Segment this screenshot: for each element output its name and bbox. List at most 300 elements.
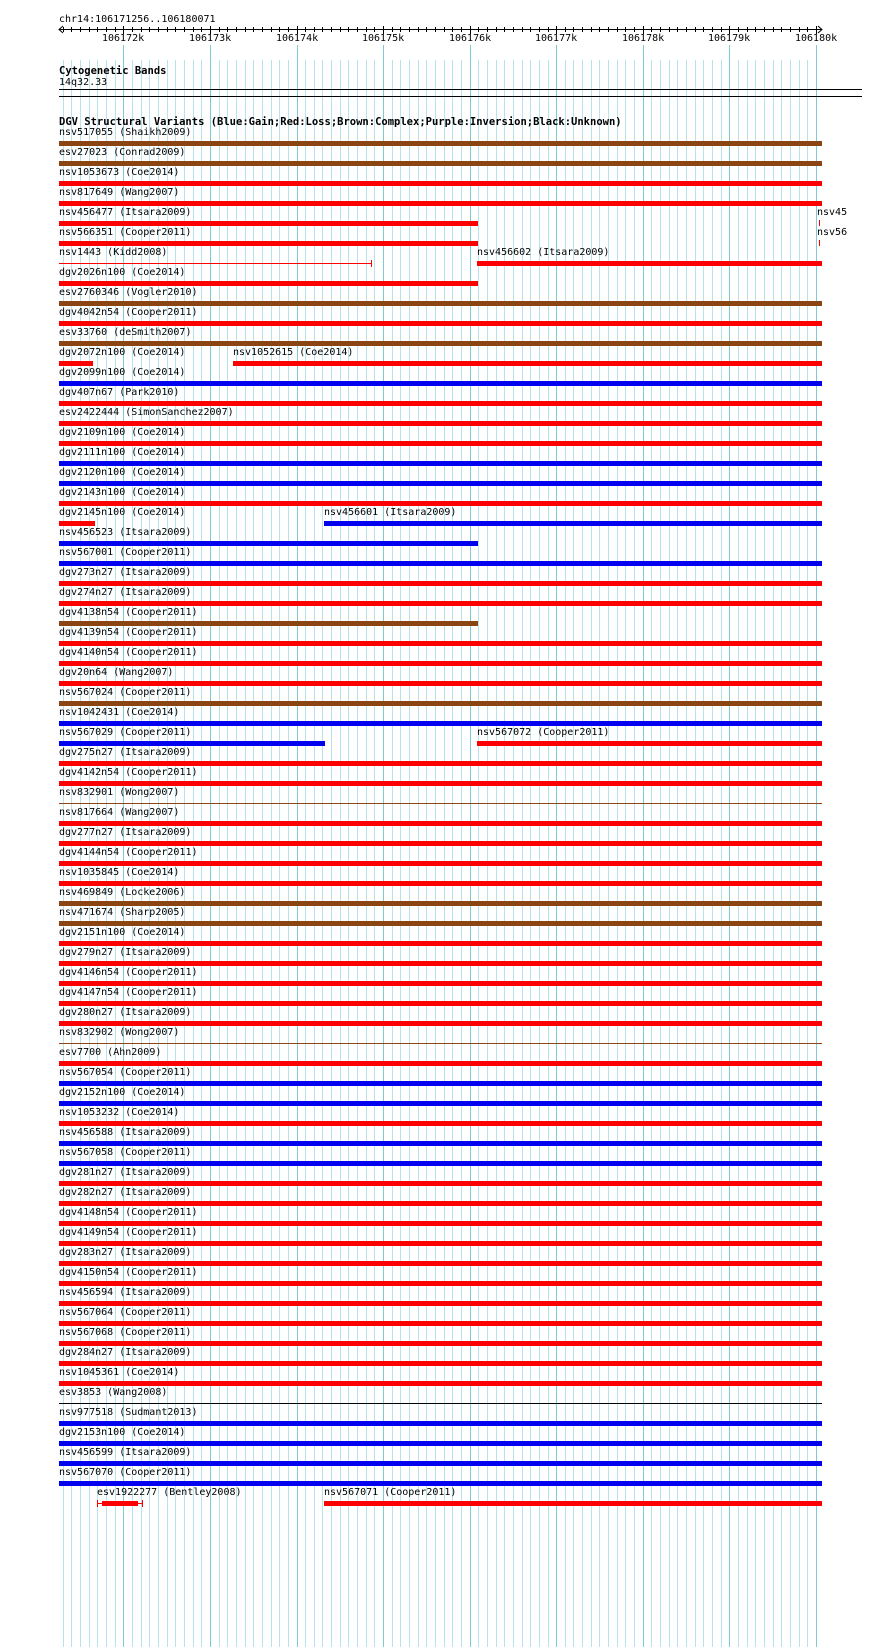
variant-label[interactable] <box>59 987 198 999</box>
track-separator <box>59 96 862 97</box>
variant-label[interactable] <box>59 1407 197 1419</box>
variant-id: dgv2143n100 <box>59 487 126 498</box>
variant-label[interactable] <box>59 1267 198 1279</box>
variant-label[interactable] <box>477 247 609 259</box>
variant-bar[interactable] <box>59 263 372 264</box>
variant-bar[interactable] <box>59 561 822 566</box>
variant-bar[interactable] <box>59 841 822 846</box>
variant-bar[interactable] <box>59 901 822 906</box>
variant-id: esv1922277 <box>97 1487 158 1498</box>
variant-label[interactable] <box>59 707 179 719</box>
variant-label[interactable] <box>59 1047 161 1059</box>
variant-study: (Coe2014) <box>119 707 180 718</box>
variant-label[interactable] <box>59 487 185 499</box>
variant-label[interactable] <box>59 1107 179 1119</box>
variant-study: (Cooper2011) <box>119 767 198 778</box>
variant-label[interactable] <box>59 967 198 979</box>
variant-study: (Park2010) <box>113 387 180 398</box>
variant-label[interactable] <box>59 1127 191 1139</box>
ruler-tick-label: 106180k <box>795 33 838 44</box>
variant-label[interactable] <box>59 927 185 939</box>
variant-id: esv7700 <box>59 1047 102 1058</box>
ruler-tick-label: 106173k <box>189 33 232 44</box>
variant-bar[interactable] <box>59 381 822 386</box>
variant-bar[interactable] <box>59 621 478 626</box>
variant-id: nsv1045361 <box>59 1367 120 1378</box>
variant-label[interactable] <box>59 827 191 839</box>
variant-id: dgv2145n100 <box>59 507 126 518</box>
variant-id: dgv2072n100 <box>59 347 126 358</box>
variant-label[interactable] <box>59 1467 191 1479</box>
variant-bar[interactable] <box>59 1441 822 1446</box>
variant-bar[interactable] <box>59 1321 822 1326</box>
variant-id: nsv469849 <box>59 887 114 898</box>
variant-label[interactable] <box>59 787 179 799</box>
variant-study: (Locke2006) <box>113 887 186 898</box>
variant-id: esv2422444 <box>59 407 120 418</box>
variant-label[interactable] <box>59 947 191 959</box>
variant-study: (Coe2014) <box>125 367 186 378</box>
variant-study: (Itsara2009) <box>113 1247 192 1258</box>
variant-id: nsv1035845 <box>59 867 120 878</box>
cytoband-track-title: Cytogenetic Bands <box>59 65 167 77</box>
variant-bar[interactable] <box>59 1001 822 1006</box>
variant-study: (Itsara2009) <box>113 1167 192 1178</box>
variant-study: (Cooper2011) <box>531 727 610 738</box>
variant-bar[interactable] <box>59 1381 822 1386</box>
variant-study: (Sharp2005) <box>113 907 186 918</box>
variant-bar[interactable] <box>324 1501 822 1506</box>
variant-id: nsv1042431 <box>59 707 120 718</box>
variant-id: dgv2026n100 <box>59 267 126 278</box>
ruler-tick-label: 106177k <box>535 33 578 44</box>
variant-bar[interactable] <box>59 781 822 786</box>
variant-label[interactable] <box>233 347 353 359</box>
variant-study: (Coe2014) <box>125 427 186 438</box>
variant-study: (Coe2014) <box>125 927 186 938</box>
ruler-tick-label: 106178k <box>622 33 665 44</box>
variant-id: dgv279n27 <box>59 947 114 958</box>
variant-study: (Itsara2009) <box>378 507 457 518</box>
variant-id: nsv567058 <box>59 1147 114 1158</box>
variant-study: (Cooper2011) <box>119 627 198 638</box>
variant-id: dgv273n27 <box>59 567 114 578</box>
variant-label[interactable] <box>59 1187 191 1199</box>
variant-label[interactable] <box>59 387 179 399</box>
variant-bar[interactable] <box>59 1421 822 1426</box>
variant-id: dgv283n27 <box>59 1247 114 1258</box>
variant-bar[interactable] <box>59 241 478 246</box>
variant-id: nsv56 <box>817 227 848 238</box>
variant-bar[interactable] <box>59 461 822 466</box>
variant-label[interactable] <box>59 1227 198 1239</box>
variant-id: esv27023 <box>59 147 108 158</box>
variant-study: (Kidd2008) <box>101 247 168 258</box>
ruler-tick-label: 106174k <box>276 33 319 44</box>
ruler-tick-label: 106179k <box>708 33 751 44</box>
variant-id: nsv566351 <box>59 227 114 238</box>
variant-study: (Conrad2009) <box>107 147 186 158</box>
variant-study: (Itsara2009) <box>113 1447 192 1458</box>
variant-id: nsv832902 <box>59 1027 114 1038</box>
variant-bar[interactable] <box>59 161 822 166</box>
variant-label[interactable] <box>59 247 167 259</box>
variant-label[interactable] <box>59 187 179 199</box>
variant-id: dgv4042n54 <box>59 307 120 318</box>
variant-bar[interactable] <box>59 921 822 926</box>
variant-study: (Cooper2011) <box>113 1147 192 1158</box>
variant-bar[interactable] <box>233 361 822 366</box>
variant-label[interactable] <box>59 867 179 879</box>
variant-study: (Coe2014) <box>125 1427 186 1438</box>
variant-bar[interactable] <box>59 821 822 826</box>
variant-bar[interactable] <box>59 281 478 286</box>
variant-id: nsv456588 <box>59 1127 114 1138</box>
variant-label[interactable] <box>59 1007 191 1019</box>
variant-id: dgv2153n100 <box>59 1427 126 1438</box>
variant-bar[interactable] <box>59 581 822 586</box>
variant-id: nsv1053232 <box>59 1107 120 1118</box>
variant-label[interactable] <box>59 127 191 139</box>
variant-label[interactable] <box>59 567 191 579</box>
variant-study: (Itsara2009) <box>113 1287 192 1298</box>
variant-bar[interactable] <box>59 521 95 526</box>
variant-label[interactable] <box>59 1067 191 1079</box>
variant-study: (Cooper2011) <box>119 307 198 318</box>
variant-study: (Cooper2011) <box>113 547 192 558</box>
variant-study: (Vogler2010) <box>119 287 198 298</box>
variant-bar[interactable] <box>59 1021 822 1026</box>
variant-study: (deSmith2007) <box>107 327 192 338</box>
variant-study: (Cooper2011) <box>113 1067 192 1078</box>
variant-bar[interactable] <box>477 741 822 746</box>
variant-study: (Wong2007) <box>113 1027 180 1038</box>
variant-id: nsv567072 <box>477 727 532 738</box>
variant-study: (Itsara2009) <box>113 207 192 218</box>
variant-bar[interactable] <box>59 803 822 804</box>
variant-label[interactable] <box>59 427 185 439</box>
variant-label[interactable] <box>59 1447 191 1459</box>
variant-id: nsv456602 <box>477 247 532 258</box>
variant-label[interactable] <box>59 147 185 159</box>
variant-label[interactable] <box>59 447 185 459</box>
variant-bar[interactable] <box>59 141 822 146</box>
ruler-tick-label: 106172k <box>102 33 145 44</box>
variant-label[interactable] <box>59 227 191 239</box>
variant-label[interactable] <box>59 847 198 859</box>
variant-label[interactable] <box>59 747 191 759</box>
variant-label[interactable] <box>59 1307 191 1319</box>
variant-study: (Cooper2011) <box>113 227 192 238</box>
variant-id: dgv284n27 <box>59 1347 114 1358</box>
variant-id: nsv517055 <box>59 127 114 138</box>
variant-study: (Shaikh2009) <box>113 127 192 138</box>
variant-id: nsv567029 <box>59 727 114 738</box>
variant-label[interactable] <box>59 907 185 919</box>
variant-label[interactable] <box>59 807 179 819</box>
variant-label[interactable] <box>59 407 234 419</box>
variant-label[interactable] <box>59 1027 179 1039</box>
variant-bar[interactable] <box>477 261 822 266</box>
variant-label[interactable] <box>59 547 191 559</box>
variant-label[interactable] <box>59 327 191 339</box>
variant-label[interactable] <box>59 527 191 539</box>
variant-bar[interactable] <box>59 1261 822 1266</box>
variant-id: dgv407n67 <box>59 387 114 398</box>
variant-bar[interactable] <box>59 1121 822 1126</box>
variant-study: (Cooper2011) <box>119 647 198 658</box>
variant-study: (Cooper2011) <box>113 1307 192 1318</box>
variant-id: nsv817649 <box>59 187 114 198</box>
variant-id: dgv2120n100 <box>59 467 126 478</box>
ruler-axis <box>0 0 890 60</box>
variant-bar[interactable] <box>59 701 822 706</box>
variant-id: nsv1443 <box>59 247 102 258</box>
variant-study: (Itsara2009) <box>113 1187 192 1198</box>
variant-bar[interactable] <box>59 941 822 946</box>
variant-bar[interactable] <box>59 1161 822 1166</box>
variant-id: nsv456477 <box>59 207 114 218</box>
variant-id: nsv567064 <box>59 1307 114 1318</box>
variant-id: nsv456601 <box>324 507 379 518</box>
variant-label[interactable] <box>59 1387 167 1399</box>
variant-label[interactable] <box>59 347 185 359</box>
variant-bar[interactable] <box>59 1241 822 1246</box>
variant-bar[interactable] <box>59 1141 822 1146</box>
variant-study: (Itsara2009) <box>113 1007 192 1018</box>
variant-id: dgv20n64 <box>59 667 108 678</box>
variant-id: nsv456599 <box>59 1447 114 1458</box>
variant-bar[interactable] <box>819 220 820 226</box>
variant-study: (Coe2014) <box>125 347 186 358</box>
variant-bar[interactable] <box>59 1403 822 1404</box>
variant-label[interactable] <box>324 1487 456 1499</box>
variant-label[interactable] <box>59 167 179 179</box>
variant-study: (Wang2007) <box>113 187 180 198</box>
variant-label[interactable] <box>59 267 185 279</box>
variant-bar[interactable] <box>59 601 822 606</box>
variant-study: (Cooper2011) <box>113 687 192 698</box>
variant-bar[interactable] <box>59 1061 822 1066</box>
variant-bar[interactable] <box>59 1201 822 1206</box>
variant-study: (Itsara2009) <box>113 587 192 598</box>
variant-label[interactable] <box>59 287 198 299</box>
variant-label[interactable] <box>59 727 191 739</box>
variant-bar[interactable] <box>59 741 325 746</box>
variant-bar[interactable] <box>59 1481 822 1486</box>
variant-label[interactable] <box>59 767 198 779</box>
variant-study: (Itsara2009) <box>113 827 192 838</box>
variant-study: (Itsara2009) <box>113 1347 192 1358</box>
variant-bar[interactable] <box>59 361 93 366</box>
variant-study: (Coe2014) <box>119 1367 180 1378</box>
variant-bar[interactable] <box>59 1081 822 1086</box>
variant-bar[interactable] <box>59 441 822 446</box>
variant-bar[interactable] <box>59 201 822 206</box>
variant-bar[interactable] <box>59 1461 822 1466</box>
variant-bar[interactable] <box>59 981 822 986</box>
variant-id: dgv2109n100 <box>59 427 126 438</box>
variant-bar[interactable] <box>59 961 822 966</box>
position-label: chr14:106171256..106180071 <box>59 14 216 25</box>
variant-id: dgv4139n54 <box>59 627 120 638</box>
variant-study: (Itsara2009) <box>113 1127 192 1138</box>
variant-label[interactable] <box>59 1287 191 1299</box>
variant-id: nsv1053673 <box>59 167 120 178</box>
variant-id: dgv275n27 <box>59 747 114 758</box>
variant-id: nsv471674 <box>59 907 114 918</box>
variant-bar[interactable] <box>59 341 822 346</box>
variant-bar[interactable] <box>59 881 822 886</box>
variant-id: nsv456594 <box>59 1287 114 1298</box>
variant-study: (Bentley2008) <box>157 1487 242 1498</box>
variant-bar[interactable] <box>59 1221 822 1226</box>
cytoband-label[interactable]: 14q32.33 <box>59 77 108 88</box>
variant-study: (Wang2007) <box>113 807 180 818</box>
variant-study: (Wong2007) <box>113 787 180 798</box>
variant-label[interactable] <box>59 587 191 599</box>
variant-label[interactable] <box>59 887 185 899</box>
variant-bar[interactable] <box>324 521 822 526</box>
variant-label[interactable] <box>59 1327 191 1339</box>
variant-label[interactable] <box>59 687 191 699</box>
variant-id: dgv4138n54 <box>59 607 120 618</box>
variant-id: nsv1052615 <box>233 347 294 358</box>
variant-id: esv3853 <box>59 1387 102 1398</box>
variant-id: dgv2152n100 <box>59 1087 126 1098</box>
variant-bar[interactable] <box>59 1281 822 1286</box>
variant-id: nsv45 <box>817 207 848 218</box>
variant-label[interactable] <box>59 207 191 219</box>
variant-id: nsv567024 <box>59 687 114 698</box>
variant-bar[interactable] <box>59 1361 822 1366</box>
ruler-tick-label: 106175k <box>362 33 405 44</box>
variant-study: (Itsara2009) <box>113 567 192 578</box>
variant-study: (Sudmant2013) <box>113 1407 198 1418</box>
variant-label[interactable] <box>59 1367 179 1379</box>
variant-id: dgv277n27 <box>59 827 114 838</box>
variant-study: (Cooper2011) <box>119 1227 198 1238</box>
variant-bar[interactable] <box>59 301 822 306</box>
variant-id: nsv567068 <box>59 1327 114 1338</box>
variant-bar[interactable] <box>59 401 822 406</box>
variant-label[interactable] <box>59 667 173 679</box>
variant-bar[interactable] <box>59 1181 822 1186</box>
variant-id: dgv4148n54 <box>59 1207 120 1218</box>
variant-id: dgv281n27 <box>59 1167 114 1178</box>
variant-bar[interactable] <box>59 421 822 426</box>
variant-id: dgv4150n54 <box>59 1267 120 1278</box>
dgv-track-title: DGV Structural Variants (Blue:Gain;Red:Loss;Brown:Complex;Purple:Inversion;Black:Unknown) <box>59 116 622 128</box>
variant-study: (Itsara2009) <box>113 947 192 958</box>
variant-bar[interactable] <box>102 1501 138 1506</box>
variant-id: dgv2099n100 <box>59 367 126 378</box>
variant-study: (Itsara2009) <box>531 247 610 258</box>
variant-bar[interactable] <box>59 1101 822 1106</box>
variant-study: (Ahn2009) <box>101 1047 162 1058</box>
variant-study: (Cooper2011) <box>119 1267 198 1278</box>
variant-id: dgv2111n100 <box>59 447 126 458</box>
variant-bar[interactable] <box>59 221 478 226</box>
variant-label[interactable] <box>59 627 198 639</box>
variant-label[interactable] <box>817 207 847 219</box>
variant-label[interactable] <box>59 1247 191 1259</box>
variant-bar[interactable] <box>59 641 822 646</box>
variant-label[interactable] <box>59 1087 185 1099</box>
coordinate-ruler <box>0 0 890 60</box>
variant-id: dgv2151n100 <box>59 927 126 938</box>
variant-label[interactable] <box>59 507 185 519</box>
variant-label[interactable] <box>59 1347 191 1359</box>
variant-label[interactable] <box>59 367 185 379</box>
variant-id: dgv4140n54 <box>59 647 120 658</box>
variant-study: (Coe2014) <box>119 1107 180 1118</box>
variant-bar[interactable] <box>59 481 822 486</box>
ruler-tick-label: 106176k <box>449 33 492 44</box>
variant-study: (Coe2014) <box>125 1087 186 1098</box>
variant-label[interactable] <box>59 1207 198 1219</box>
variant-label[interactable] <box>59 307 198 319</box>
variant-study: (Cooper2011) <box>119 1207 198 1218</box>
variant-end-cap <box>142 1500 143 1507</box>
variant-bar[interactable] <box>59 501 822 506</box>
variant-label[interactable] <box>817 227 847 239</box>
variant-study: (Cooper2011) <box>119 847 198 858</box>
variant-study: (Wang2008) <box>101 1387 168 1398</box>
variant-bar[interactable] <box>59 321 822 326</box>
variant-id: esv33760 <box>59 327 108 338</box>
variant-end-cap <box>97 1500 98 1507</box>
variant-id: nsv817664 <box>59 807 114 818</box>
variant-label[interactable] <box>477 727 609 739</box>
variant-label[interactable] <box>59 1427 185 1439</box>
variant-bar[interactable] <box>59 761 822 766</box>
variant-id: dgv4144n54 <box>59 847 120 858</box>
variant-end-cap <box>371 260 372 267</box>
variant-study: (Coe2014) <box>125 467 186 478</box>
variant-bar[interactable] <box>59 1341 822 1346</box>
variant-bar[interactable] <box>819 240 820 246</box>
variant-bar[interactable] <box>59 861 822 866</box>
variant-bar[interactable] <box>59 181 822 186</box>
variant-bar[interactable] <box>59 721 822 726</box>
variant-bar[interactable] <box>59 661 822 666</box>
variant-bar[interactable] <box>59 1301 822 1306</box>
variant-label[interactable] <box>59 467 185 479</box>
variant-label[interactable] <box>59 1147 191 1159</box>
variant-study: (Cooper2011) <box>119 987 198 998</box>
variant-id: nsv977518 <box>59 1407 114 1418</box>
variant-label[interactable] <box>324 507 456 519</box>
variant-id: dgv4147n54 <box>59 987 120 998</box>
variant-id: dgv280n27 <box>59 1007 114 1018</box>
variant-id: dgv274n27 <box>59 587 114 598</box>
variant-bar[interactable] <box>59 541 478 546</box>
variant-label[interactable] <box>97 1487 242 1499</box>
variant-id: nsv456523 <box>59 527 114 538</box>
variant-label[interactable] <box>59 1167 191 1179</box>
variant-study: (Cooper2011) <box>119 967 198 978</box>
variant-bar[interactable] <box>59 681 822 686</box>
variant-label[interactable] <box>59 647 198 659</box>
cytoband-band-line <box>59 89 862 90</box>
variant-study: (Cooper2011) <box>119 607 198 618</box>
variant-study: (Wang2007) <box>107 667 174 678</box>
variant-id: nsv567001 <box>59 547 114 558</box>
variant-label[interactable] <box>59 607 198 619</box>
variant-study: (Coe2014) <box>125 487 186 498</box>
variant-bar[interactable] <box>59 1043 822 1044</box>
